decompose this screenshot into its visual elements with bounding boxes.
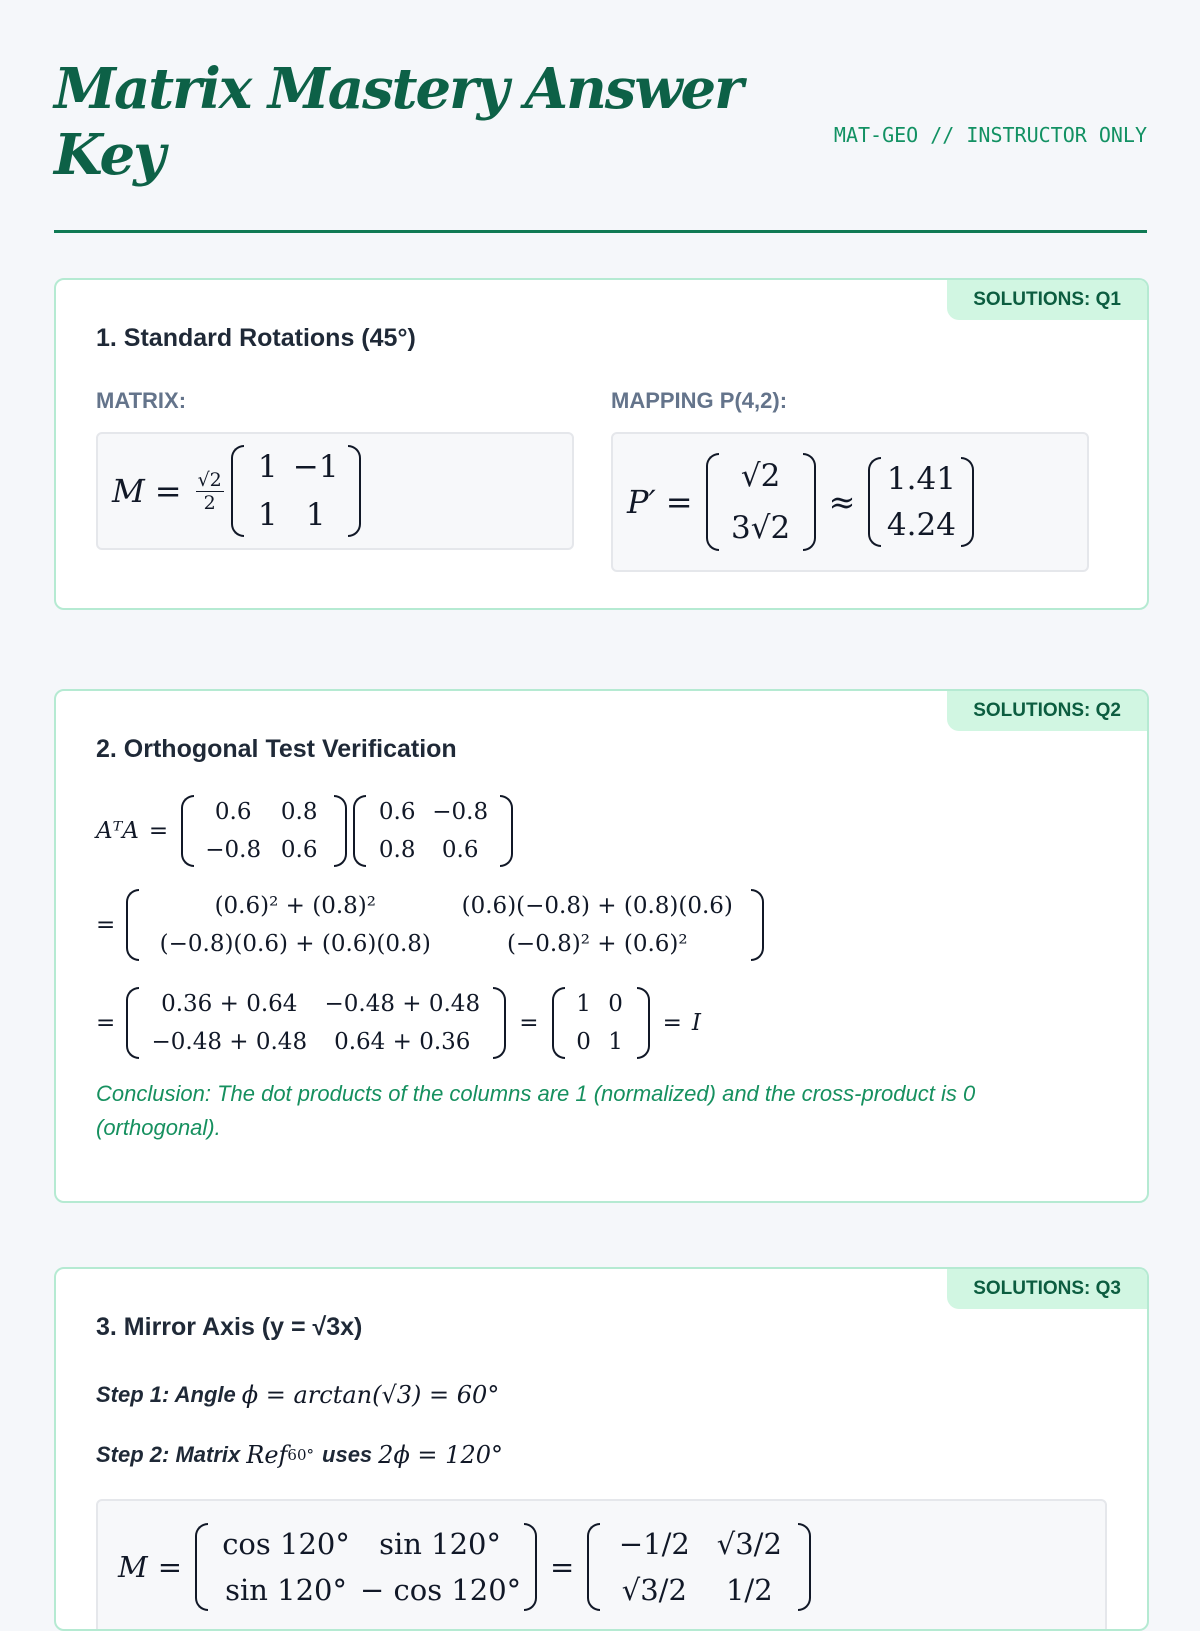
conclusion-text: Conclusion: The dot products of the columns are 1 (normalized) and the cross-product is 0 (orthogonal). bbox=[96, 1081, 976, 1140]
matrix-cell: sin 120° bbox=[379, 1527, 501, 1561]
matrix-grid bbox=[194, 795, 334, 867]
identity-symbol: I bbox=[691, 1010, 701, 1036]
left-paren bbox=[231, 445, 244, 537]
solution-badge: SOLUTIONS: Q2 bbox=[947, 691, 1147, 731]
matrix-symbol: M bbox=[112, 472, 145, 510]
reflection-symbol: Ref bbox=[246, 1441, 288, 1469]
matrix-cell: 1/2 bbox=[725, 1573, 773, 1607]
right-paren bbox=[637, 987, 650, 1059]
left-paren bbox=[552, 987, 565, 1059]
equals-sign: = bbox=[157, 1550, 183, 1584]
right-paren bbox=[798, 1523, 811, 1611]
matrix-grid bbox=[208, 1523, 524, 1611]
value-matrix bbox=[587, 1523, 811, 1611]
matrix-cell: 0.8 bbox=[378, 837, 416, 863]
left-paren bbox=[868, 457, 881, 547]
step-1-math: ϕ = arctan(√3) = 60° bbox=[241, 1381, 500, 1409]
right-paren bbox=[803, 453, 816, 551]
right-paren bbox=[524, 1523, 537, 1611]
instructor-tag: MAT-GEO // INSTRUCTOR ONLY bbox=[833, 123, 1147, 147]
left-paren bbox=[195, 1523, 208, 1611]
solution-card-q2 bbox=[54, 689, 1149, 1203]
original-matrix bbox=[353, 795, 513, 867]
equals-sign: = bbox=[550, 1550, 575, 1584]
step-2-uses: uses bbox=[322, 1442, 373, 1467]
expanded-matrix bbox=[126, 889, 764, 961]
vector-grid bbox=[719, 453, 803, 551]
right-paren bbox=[348, 445, 361, 537]
mapping-equation bbox=[627, 446, 977, 558]
rotation-matrix-equation bbox=[112, 446, 364, 536]
reflection-matrix-equation bbox=[118, 1521, 814, 1613]
matrix-cell: −0.8 bbox=[432, 799, 489, 825]
vector-entry: 4.24 bbox=[886, 507, 956, 543]
image-point-symbol: P′ bbox=[627, 483, 656, 521]
question-title: 2. Orthogonal Test Verification bbox=[96, 735, 457, 763]
transpose-product-symbol: AᵀA bbox=[96, 818, 139, 844]
matrix-cell: (−0.8)² + (0.6)² bbox=[506, 931, 688, 957]
matrix-cell: 1 bbox=[576, 991, 591, 1017]
step-2 bbox=[96, 1435, 503, 1475]
solution-card-q1 bbox=[54, 278, 1149, 610]
matrix-grid bbox=[244, 445, 348, 537]
equals-sign: = bbox=[154, 472, 182, 510]
right-paren bbox=[334, 795, 347, 867]
matrix-box bbox=[96, 432, 574, 550]
vector-grid bbox=[881, 457, 961, 547]
matrix-cell: 0.64 + 0.36 bbox=[334, 1029, 471, 1055]
step-2-math: 2ϕ = 120° bbox=[378, 1441, 503, 1469]
matrix-cell: 1 bbox=[305, 497, 326, 533]
left-paren bbox=[353, 795, 366, 867]
question-title: 1. Standard Rotations (45°) bbox=[96, 324, 416, 352]
matrix-grid bbox=[600, 1523, 798, 1611]
matrix-cell: (0.6)(−0.8) + (0.8)(0.6) bbox=[461, 893, 733, 919]
matrix-cell: 0.6 bbox=[280, 837, 318, 863]
matrix-cell: −0.48 + 0.48 bbox=[324, 991, 481, 1017]
vector-entry: 3√2 bbox=[731, 510, 791, 546]
page-title: Matrix Mastery Answer Key bbox=[54, 56, 742, 188]
equals-sign: = bbox=[665, 483, 693, 521]
solution-badge: SOLUTIONS: Q3 bbox=[947, 1269, 1147, 1309]
matrix-cell: −1/2 bbox=[618, 1527, 690, 1561]
equals-sign: = bbox=[519, 1010, 539, 1036]
solution-badge: SOLUTIONS: Q1 bbox=[947, 280, 1147, 320]
question-title: 3. Mirror Axis (y = √3x) bbox=[96, 1313, 363, 1341]
expanded-product-line bbox=[96, 887, 767, 963]
right-paren bbox=[751, 889, 764, 961]
left-paren bbox=[126, 889, 139, 961]
matrix-cell: 0.8 bbox=[280, 799, 318, 825]
step-1 bbox=[96, 1375, 499, 1415]
identity-matrix bbox=[552, 987, 650, 1059]
matrix-cell: 1 bbox=[257, 497, 278, 533]
matrix-cell: (−0.8)(0.6) + (0.6)(0.8) bbox=[159, 931, 431, 957]
equals-sign: = bbox=[96, 912, 116, 938]
matrix-symbol: M bbox=[118, 1550, 148, 1584]
matrix-cell: 1 bbox=[608, 1029, 623, 1055]
matrix-cell: 1 bbox=[257, 449, 278, 485]
exact-vector bbox=[706, 453, 816, 551]
left-paren bbox=[181, 795, 194, 867]
matrix-cell: −1 bbox=[292, 449, 339, 485]
transpose-product-line bbox=[96, 793, 516, 869]
left-paren bbox=[706, 453, 719, 551]
fraction-denominator: 2 bbox=[203, 491, 216, 514]
matrix-grid bbox=[565, 987, 637, 1059]
scalar-fraction bbox=[196, 469, 224, 514]
matrix-cell: −0.8 bbox=[205, 837, 262, 863]
matrix-cell: 0.6 bbox=[441, 837, 479, 863]
approx-vector bbox=[868, 457, 974, 547]
fraction-numerator: √2 bbox=[197, 468, 222, 491]
reflection-subscript: 60° bbox=[287, 1446, 315, 1464]
matrix-cell: 0.6 bbox=[378, 799, 416, 825]
mapping-label: MAPPING P(4,2): bbox=[611, 388, 788, 413]
right-paren bbox=[961, 457, 974, 547]
matrix-cell: − cos 120° bbox=[360, 1573, 522, 1607]
right-paren bbox=[493, 987, 506, 1059]
matrix-grid bbox=[139, 987, 493, 1059]
equals-sign: = bbox=[662, 1010, 682, 1036]
matrix-cell: 0.36 + 0.64 bbox=[161, 991, 298, 1017]
sums-matrix bbox=[126, 987, 506, 1059]
equals-sign: = bbox=[148, 818, 169, 844]
right-paren bbox=[500, 795, 513, 867]
matrix-cell: √3/2 bbox=[716, 1527, 782, 1561]
matrix-grid bbox=[139, 889, 751, 961]
matrix-cell: √3/2 bbox=[621, 1573, 687, 1607]
matrix-grid bbox=[366, 795, 500, 867]
matrix-cell: 0.6 bbox=[214, 799, 252, 825]
left-paren bbox=[126, 987, 139, 1059]
transpose-matrix bbox=[181, 795, 347, 867]
matrix-cell: −0.48 + 0.48 bbox=[151, 1029, 308, 1055]
matrix-cell: (0.6)² + (0.8)² bbox=[214, 893, 376, 919]
matrix-cell: sin 120° bbox=[225, 1573, 347, 1607]
solution-card-q3 bbox=[54, 1267, 1149, 1631]
rotation-matrix bbox=[231, 445, 361, 537]
matrix-cell: 0 bbox=[608, 991, 623, 1017]
reflection-matrix-box bbox=[96, 1499, 1107, 1631]
matrix-label: MATRIX: bbox=[96, 388, 187, 413]
trig-matrix bbox=[195, 1523, 537, 1611]
left-paren bbox=[587, 1523, 600, 1611]
simplified-product-line bbox=[96, 985, 701, 1061]
page-header bbox=[54, 56, 1147, 233]
matrix-cell: 0 bbox=[576, 1029, 591, 1055]
vector-entry: √2 bbox=[740, 458, 781, 494]
approx-sign: ≈ bbox=[828, 483, 856, 521]
step-2-label: Step 2: Matrix bbox=[96, 1442, 241, 1467]
matrix-cell: cos 120° bbox=[222, 1527, 350, 1561]
vector-entry: 1.41 bbox=[886, 461, 956, 497]
mapping-box bbox=[611, 432, 1089, 572]
equals-sign: = bbox=[96, 1010, 116, 1036]
step-1-label: Step 1: Angle bbox=[96, 1382, 236, 1407]
